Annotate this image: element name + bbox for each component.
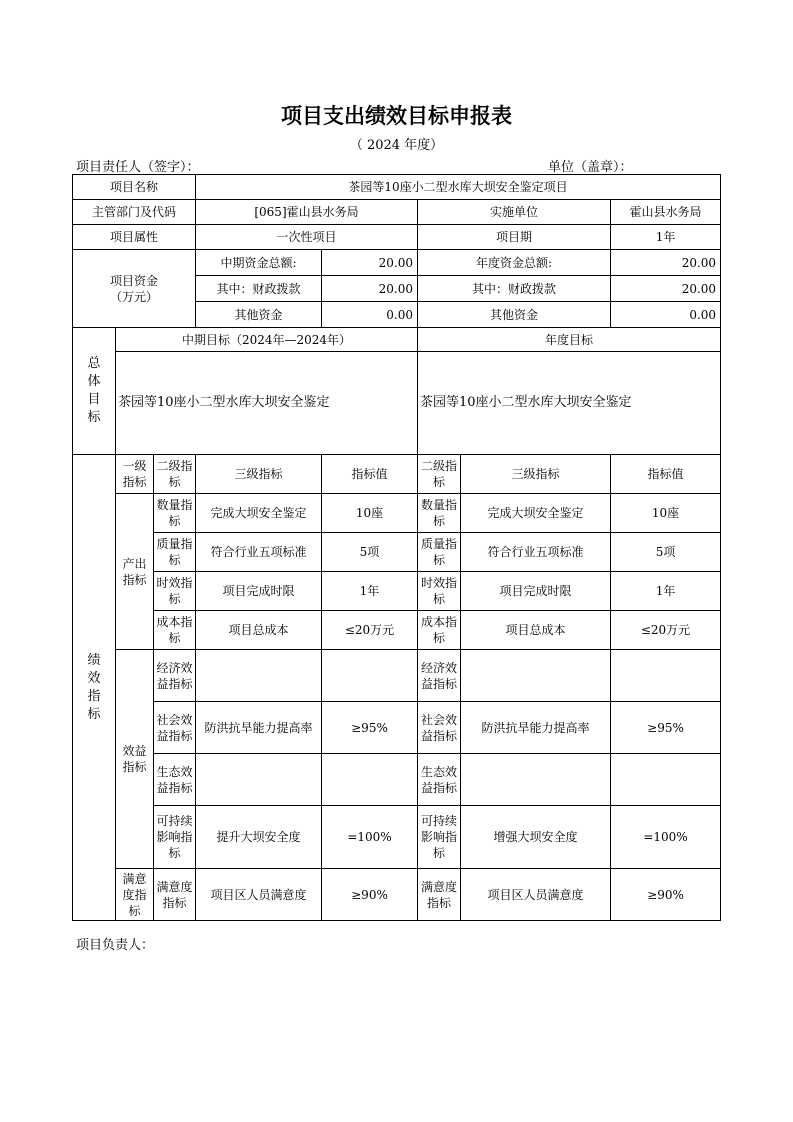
dept-value: [065]霍山县水务局: [196, 200, 418, 225]
mid-l2: 质量指标: [154, 533, 196, 572]
mid-goal-content: 茶园等10座小二型水库大坝安全鉴定: [116, 352, 418, 455]
mid-l2: 时效指标: [154, 572, 196, 611]
year-l2: 时效指标: [418, 572, 461, 611]
year-l2: 成本指标: [418, 611, 461, 650]
leader-label: 项目负责人：: [76, 938, 155, 953]
mid-l2: 生态效益指标: [154, 754, 196, 806]
mid-l2: 成本指标: [154, 611, 196, 650]
project-name-label: 项目名称: [73, 175, 196, 200]
perf-label-cell: [73, 455, 116, 921]
impl-value: 霍山县水务局: [611, 200, 721, 225]
header-level3-year: 三级指标: [461, 455, 611, 494]
page-title: 项目支出绩效目标申报表: [281, 104, 512, 128]
performance-form-table: [72, 174, 721, 921]
mid-l3: 防洪抗旱能力提高率: [196, 702, 322, 754]
mid-l3: 项目区人员满意度: [196, 869, 322, 921]
mid-value: ≤20万元: [322, 611, 418, 650]
year-l3: 项目总成本: [461, 611, 611, 650]
project-name-value: 茶园等10座小二型水库大坝安全鉴定项目: [196, 175, 721, 200]
year-l3: 完成大坝安全鉴定: [461, 494, 611, 533]
year-l3: [461, 650, 611, 702]
mid-l3: 项目完成时限: [196, 572, 322, 611]
year-value: ≥95%: [611, 702, 721, 754]
funds-label-cell: [73, 250, 196, 328]
mid-l2: 可持续影响指标: [154, 806, 196, 869]
satisfaction-label: 满意度指标: [116, 869, 154, 921]
funds-label: 项目资金: [109, 273, 158, 288]
mid-l2: 满意度指标: [154, 869, 196, 921]
mid-fiscal-value: 20.00: [322, 276, 418, 302]
mid-l3: [196, 754, 322, 806]
year-l2: 经济效益指标: [418, 650, 461, 702]
overall-goal-label: 总体目标: [87, 356, 101, 425]
mid-l3: [196, 650, 322, 702]
year-value: ≤20万元: [611, 611, 721, 650]
mid-value: =100%: [322, 806, 418, 869]
year-l3: 项目完成时限: [461, 572, 611, 611]
mid-value: 1年: [322, 572, 418, 611]
mid-other-value: 0.00: [322, 302, 418, 328]
mid-value: [322, 650, 418, 702]
mid-other-label: 其他资金: [196, 302, 322, 328]
mid-total-label: 中期资金总额:: [196, 250, 322, 276]
mid-value: 5项: [322, 533, 418, 572]
year-value: ≥90%: [611, 869, 721, 921]
mid-l3: 完成大坝安全鉴定: [196, 494, 322, 533]
year-value: [611, 650, 721, 702]
year-l3: 项目区人员满意度: [461, 869, 611, 921]
year-l3: 符合行业五项标准: [461, 533, 611, 572]
mid-l2: 社会效益指标: [154, 702, 196, 754]
year-l3: 增强大坝安全度: [461, 806, 611, 869]
year-l2: 数量指标: [418, 494, 461, 533]
mid-value: ≥95%: [322, 702, 418, 754]
mid-value: [322, 754, 418, 806]
responsible-label: 项目责任人（签字）：: [76, 160, 200, 175]
header-level2-year: 二级指标: [418, 455, 461, 494]
year-l2: 满意度指标: [418, 869, 461, 921]
header-value-mid: 指标值: [322, 455, 418, 494]
mid-fiscal-label: 其中：财政拨款: [196, 276, 322, 302]
header-level1: 一级指标: [116, 455, 154, 494]
period-label: 项目期: [418, 225, 611, 250]
year-value: [611, 754, 721, 806]
year-l2: 可持续影响指标: [418, 806, 461, 869]
year-l2: 社会效益指标: [418, 702, 461, 754]
year-fiscal-value: 20.00: [611, 276, 721, 302]
header-level3-mid: 三级指标: [196, 455, 322, 494]
year-other-value: 0.00: [611, 302, 721, 328]
year-goal-header: 年度目标: [418, 328, 721, 352]
year-l3: 防洪抗旱能力提高率: [461, 702, 611, 754]
mid-l3: 符合行业五项标准: [196, 533, 322, 572]
attr-value: 一次性项目: [196, 225, 418, 250]
mid-l3: 项目总成本: [196, 611, 322, 650]
attr-label: 项目属性: [73, 225, 196, 250]
output-label: 产出指标: [116, 494, 154, 650]
header-value-year: 指标值: [611, 455, 721, 494]
year-l2: 质量指标: [418, 533, 461, 572]
year-other-label: 其他资金: [418, 302, 611, 328]
year-total-value: 20.00: [611, 250, 721, 276]
unit-label: 单位（盖章）：: [548, 160, 633, 175]
mid-value: 10座: [322, 494, 418, 533]
year-fiscal-label: 其中：财政拨款: [418, 276, 611, 302]
perf-label: 绩效指标: [87, 652, 101, 722]
mid-l2: 数量指标: [154, 494, 196, 533]
year-value: =100%: [611, 806, 721, 869]
mid-goal-header: 中期目标（2024年—2024年）: [116, 328, 418, 352]
overall-goal-label-cell: [73, 328, 116, 455]
impl-label: 实施单位: [418, 200, 611, 225]
mid-value: ≥90%: [322, 869, 418, 921]
year-total-label: 年度资金总额:: [418, 250, 611, 276]
year-value: 5项: [611, 533, 721, 572]
header-level2-mid: 二级指标: [154, 455, 196, 494]
year-l2: 生态效益指标: [418, 754, 461, 806]
mid-l3: 提升大坝安全度: [196, 806, 322, 869]
year-value: 1年: [611, 572, 721, 611]
mid-l2: 经济效益指标: [154, 650, 196, 702]
year-line: （ 2024 年度）: [349, 138, 444, 153]
mid-total-value: 20.00: [322, 250, 418, 276]
period-value: 1年: [611, 225, 721, 250]
benefit-label: 效益指标: [116, 650, 154, 869]
year-l3: [461, 754, 611, 806]
funds-unit: （万元）: [109, 289, 158, 304]
year-goal-content: 茶园等10座小二型水库大坝安全鉴定: [418, 352, 721, 455]
dept-label: 主管部门及代码: [73, 200, 196, 225]
year-value: 10座: [611, 494, 721, 533]
